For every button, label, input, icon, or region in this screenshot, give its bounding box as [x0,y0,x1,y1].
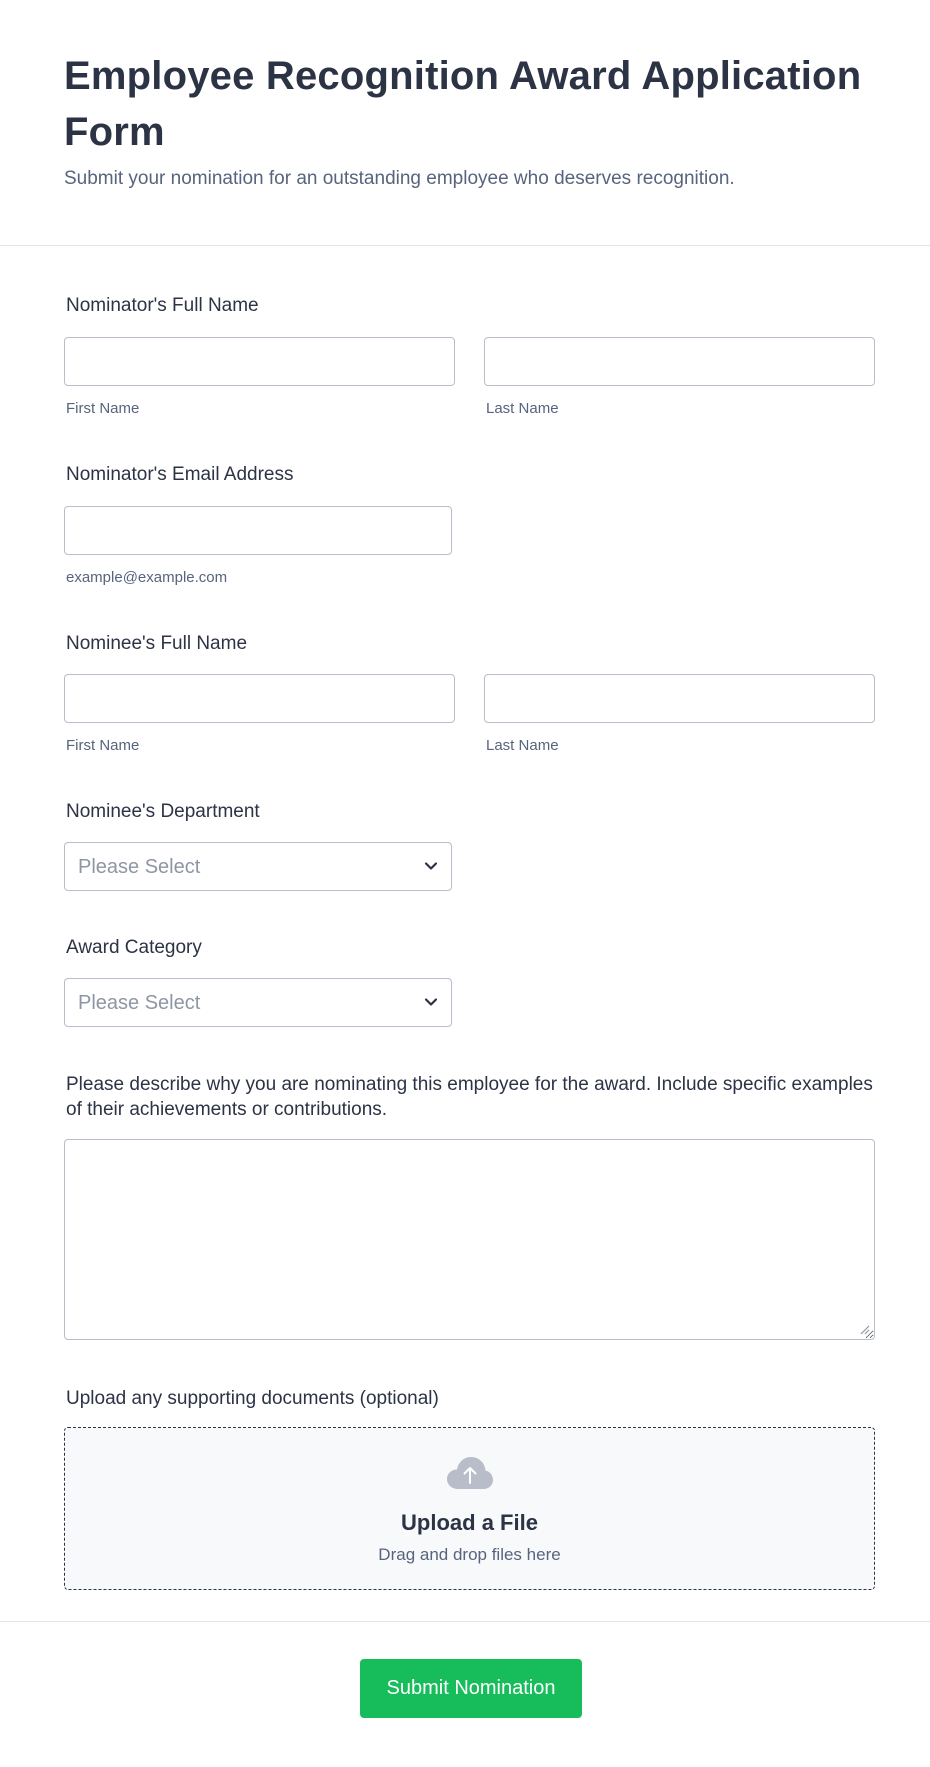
form-header [0,0,930,246]
page-title: Employee Recognition Award Application Form [64,54,862,154]
nominator-last-name-sublabel: Last Name [486,400,559,417]
nominee-name-label: Nominee's Full Name [66,633,248,654]
chevron-down-icon [423,994,439,1010]
department-select[interactable] [64,842,452,891]
upload-title: Upload a File [401,1510,538,1535]
department-selected-value: Please Select [78,856,201,878]
submit-button[interactable]: Submit Nomination [360,1659,582,1718]
page-subtitle: Submit your nomination for an outstanding employee who deserves recognition. [64,168,735,189]
award-category-selected-value: Please Select [78,992,201,1014]
upload-label: Upload any supporting documents (optional) [66,1388,439,1409]
nominator-email-label: Nominator's Email Address [66,464,294,485]
description-textarea[interactable] [64,1139,875,1340]
department-label: Nominee's Department [66,801,260,822]
award-category-select[interactable] [64,978,452,1027]
nominator-first-name-sublabel: First Name [66,400,140,417]
nominee-first-name-input[interactable] [64,674,455,723]
upload-dropzone[interactable] [64,1427,875,1590]
nominator-email-sublabel: example@example.com [66,569,228,586]
upload-subtitle: Drag and drop files here [378,1545,561,1564]
footer-divider [0,1621,930,1622]
nominee-last-name-input[interactable] [484,674,875,723]
nominator-name-label: Nominator's Full Name [66,295,259,316]
chevron-down-icon [423,858,439,874]
award-category-label: Award Category [66,937,202,958]
nominator-first-name-input[interactable] [64,337,455,386]
nominee-first-name-sublabel: First Name [66,737,140,754]
nominator-email-input[interactable] [64,506,452,555]
resize-grip-icon[interactable] [858,1323,870,1335]
description-label: Please describe why you are nominating this employee for the award. Include specific examples of their achievements or contributions. [66,1074,873,1120]
cloud-upload-icon [446,1455,494,1491]
nominee-last-name-sublabel: Last Name [486,737,559,754]
nominator-last-name-input[interactable] [484,337,875,386]
